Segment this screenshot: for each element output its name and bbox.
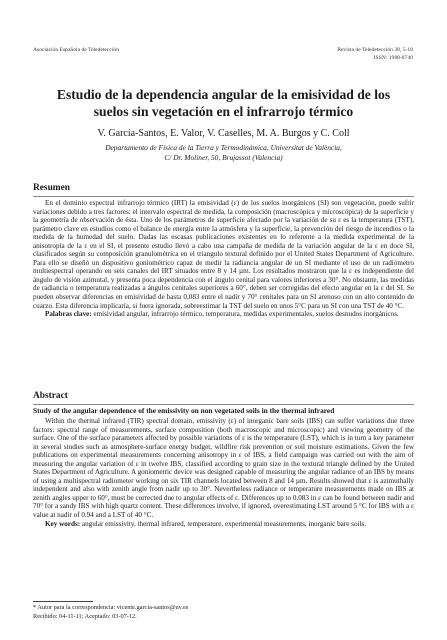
journal-society: Asociación Española de Teledetección bbox=[33, 47, 120, 53]
footnote bbox=[33, 604, 188, 622]
resumen-body bbox=[33, 199, 414, 319]
received-accepted-dates: Recibido: 04-11-11; Aceptado: 03-07-12. bbox=[33, 612, 137, 620]
resumen-rule bbox=[33, 196, 414, 197]
affiliation-line-1: Departamento de Física de la Tierra y Termodinámica, Universitat de València, bbox=[105, 143, 342, 152]
abstract-keywords-list: angular emissivity, thermal infrared, temperature, experimental measurements, inorganic bare soils. bbox=[81, 519, 367, 528]
resumen-paragraph: En el dominio espectral infrarrojo térmico (IRT) la emisividad (ε) de los suelos inorgánicos (SI) son vegetación, puede sufrir variaciones debido a tres factores: el intervalo espectral de medida, la composición (macroscópica y microscópica) de la superficie y la geometría de observación de ésta. Uno de los parámetros de superficie afectado por la variación de su ε es la temperatura (TST), parámetro clave en estudios como el balance de energía entre la atmósfera y la superficie, la prevención del riesgo de incendios o la medida de la humedad del suelo. Dadas las escasas publicaciones existentes en lo referente a la medida experimental de la anisotropía de la ε en el SI, el presente estudio llevó a cabo una campaña de medida de la variación angular de la ε en doce SI, clasificados según su composición granulométrica en el triangulo textural definido por el United States Department of Agriculture. Para ello se diseñó un dispositivo goniométrico capaz de medir la radiancia angular de un SI mediante el uso de un radiómetro multiespectral operando en seis canales del IRT situados entre 8 y 14 µm. Los resultados mostraron que la ε es independiente del ángulo de visión azimutal, y presenta poca dependencia con el ángulo cenital para valores inferiores a 30°. No obstante, las medidas de radiancia o temperatura realizadas a ángulos cenitales superiores a 60°, deben ser corregidas del efecto angular en la ε del SI. Se pueden observar diferencias en emisividad de hasta 0,083 entre el nadir y 70° cenitales para un SI arenoso con un alto contenido de cuarzo. Esta diferencia implicaría, si fuera ignorada, sobreestimar la TST del suelo en unos 5°C para un SI con una TST de 40 °C. bbox=[33, 199, 414, 310]
footnote-rule bbox=[33, 601, 93, 602]
abstract-english-title: Study of the angular dependence of the emissivity on non vegetated soils in the thermal infrared bbox=[33, 406, 335, 415]
resumen-keywords-label: Palabras clave: bbox=[45, 310, 92, 319]
journal-citation bbox=[337, 46, 413, 62]
abstract-heading: Abstract bbox=[33, 391, 68, 401]
author-affiliation bbox=[33, 143, 414, 163]
resumen-keywords-list: emisividad angular, infrarrojo térmico, temperatura, medidas experimentales, suelos desnudos inorgánicos. bbox=[93, 310, 399, 319]
abstract-keywords-label: Key words: bbox=[45, 519, 81, 528]
journal-issue: Revista de Teledetección 38, 5-18 bbox=[337, 47, 413, 53]
author-list: V. García-Santos, E. Valor, V. Caselles, M. A. Burgos y C. Coll bbox=[97, 128, 350, 139]
paper-title: Estudio de la dependencia angular de la emisividad de los suelos sin vegetación en el infrarrojo térmico bbox=[56, 87, 391, 119]
abstract-rule bbox=[33, 404, 414, 405]
abstract-paragraph: Within the thermal infrared (TIR) spectral domain, emissivity (ε) of inorganic bare soils (IBS) can suffer variations due three factors: spectral range of measurements, surface composition (both macroscopic and microscopic) and viewing geometry of the surface. One of the surface parameters affected by possible variations of ε is the temperature (LST), which is in turn a key parameter in several studies such as atmosphere-surface energy budget, wildfire risk prevention or soil moisture estimations. Given the few publications on experimental measurements concerning anisotropy in ε of IBS, a field campaign was carried out with the aim of measuring the angular variation of ε in twelve IBS, classified according to grain size in the textural triangle defined by the United States Department of Agriculture. A goniometric device was designed capable of measuring the angular radiance of an IBS by means of using a multispectral radiometer working on six TIR channels located between 8 and 14 µm. Results showed that ε is azimuthally independent and also with zenith angle from nadir up to 30°. Nevertheless radiance or temperature measurements made on IBS at zenith angles upper to 60°, must be corrected due to angular effects of ε. Differences up to 0.083 in ε can be found between nadir and 70° for a sandy IBS with high quartz content. These differences involve, if ignored, overestimating LST around 5 °C for IBS with a ε value at nadir of 0.94 and a LST of 40 °C. bbox=[33, 417, 414, 520]
resumen-heading: Resumen bbox=[33, 183, 70, 193]
abstract-body bbox=[33, 417, 414, 528]
abstract-keywords bbox=[33, 520, 414, 529]
journal-issn: ISSN: 1988-8740 bbox=[373, 55, 413, 61]
affiliation-line-2: C/ Dr. Moliner, 50, Brujassot (Valencia) bbox=[164, 153, 283, 162]
resumen-keywords bbox=[33, 310, 414, 319]
correspondence-note: * Autor para la correspondencia: vicente.garcia-santos@uv.es bbox=[33, 604, 189, 611]
